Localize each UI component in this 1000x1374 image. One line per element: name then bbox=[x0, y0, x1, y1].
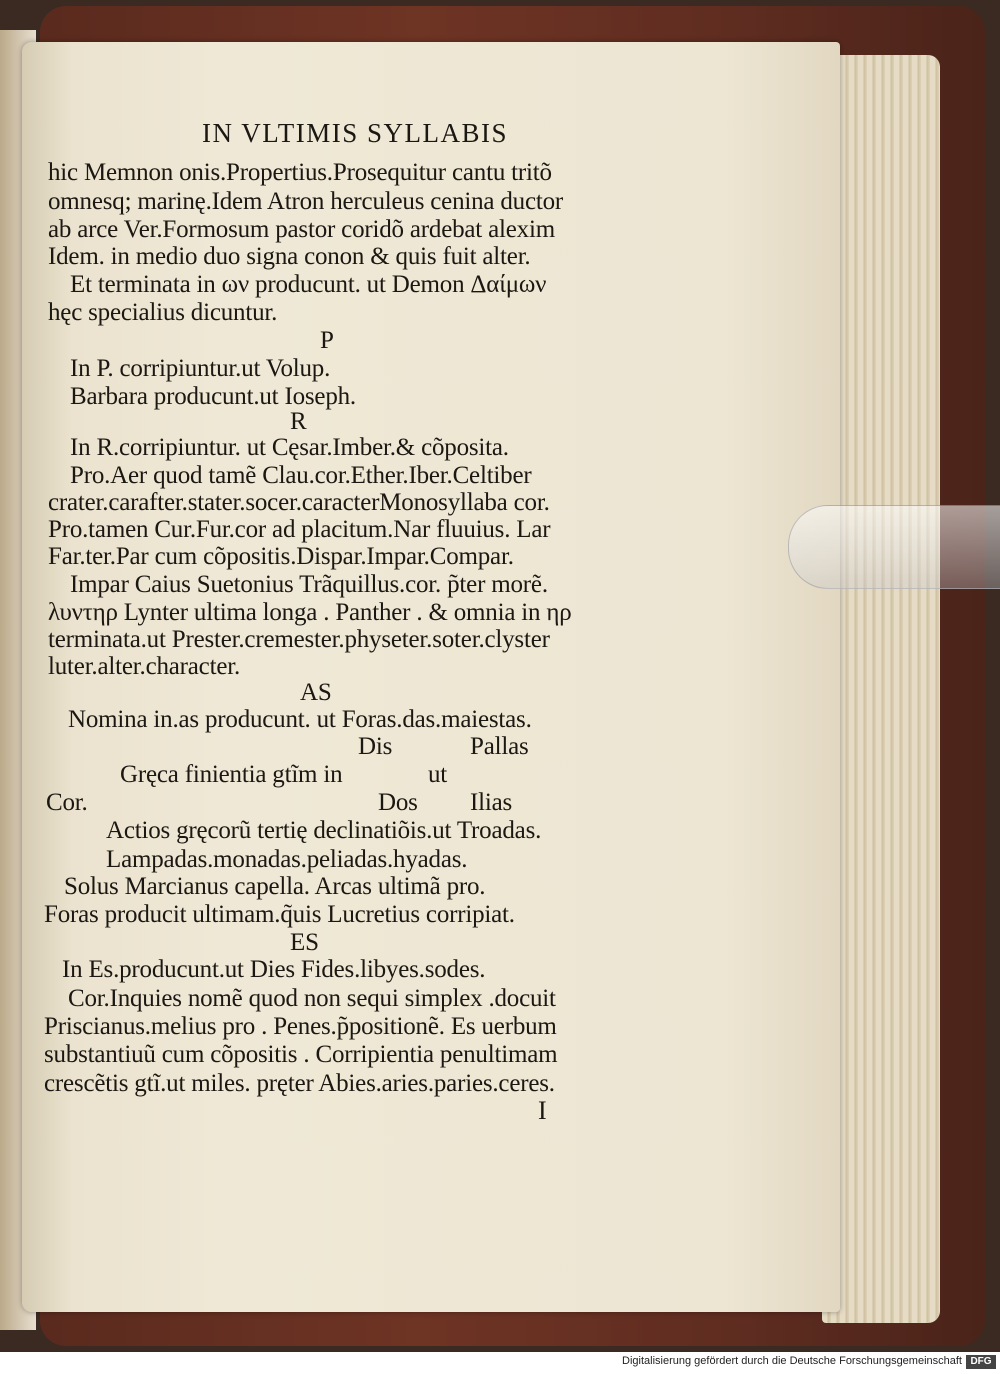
text-line: Barbara producunt.ut Ioseph. bbox=[70, 383, 356, 410]
text-line: Nomina in.as producunt. ut Foras.das.maiestas. bbox=[68, 706, 532, 733]
text-line: In R.corripiuntur. ut Cęsar.Imber.& cõposita. bbox=[70, 434, 509, 461]
text-line: hęc specialius dicuntur. bbox=[48, 299, 278, 326]
text-line: Pallas bbox=[470, 733, 529, 760]
text-line: λυντηρ Lynter ultima longa . Panther . & omnia in ηρ bbox=[48, 599, 572, 626]
running-head: IN VLTIMIS SYLLABIS bbox=[202, 118, 509, 148]
section-heading: P bbox=[320, 327, 334, 354]
text-line: In Es.producunt.ut Dies Fides.libyes.sodes. bbox=[62, 956, 486, 983]
text-line: luter.alter.character. bbox=[48, 653, 241, 680]
text-line: Dos bbox=[378, 789, 418, 816]
text-line: Lampadas.monadas.peliadas.hyadas. bbox=[106, 846, 468, 873]
section-heading: R bbox=[290, 408, 307, 435]
text-line: terminata.ut Prester.cremester.physeter.soter.clyster bbox=[48, 626, 550, 653]
text-line: crescẽtis gtĩ.ut miles. pręter Abies.aries.paries.ceres. bbox=[44, 1070, 555, 1097]
text-line: Foras producit ultimam.q̃uis Lucretius corripiat. bbox=[44, 901, 515, 928]
text-line: Gręca finientia gtĩm in bbox=[120, 761, 343, 788]
text-line: Actios gręcorũ tertię declinatiõis.ut Troadas. bbox=[106, 817, 542, 844]
catchword: I bbox=[538, 1096, 547, 1125]
text-line: crater.carafter.stater.socer.caracterMonosyllaba cor. bbox=[48, 489, 550, 516]
section-heading: ES bbox=[290, 929, 319, 956]
section-heading: AS bbox=[300, 679, 332, 706]
text-line: Cor. bbox=[46, 789, 88, 816]
funding-text: Digitalisierung gefördert durch die Deutsche Forschungsgemeinschaft bbox=[622, 1355, 962, 1367]
text-line: Pro.Aer quod tamẽ Clau.cor.Ether.Iber.Celtiber bbox=[70, 462, 532, 489]
text-line: Idem. in medio duo signa conon & quis fuit alter. bbox=[48, 243, 531, 270]
dfg-logo: DFG bbox=[966, 1355, 996, 1369]
text-line: Far.ter.Par cum cõpositis.Dispar.Impar.Compar. bbox=[48, 543, 514, 570]
text-line: ut bbox=[428, 761, 448, 788]
text-line: In P. corripiuntur.ut Volup. bbox=[70, 355, 331, 382]
text-line: Dis bbox=[358, 733, 393, 760]
text-line: substantiuũ cum cõpositis . Corripientia penultimam bbox=[44, 1041, 558, 1068]
text-line: hic Memnon onis.Propertius.Prosequitur cantu tritõ bbox=[48, 159, 552, 186]
text-line: Priscianus.melius pro . Penes.p̃positionẽ. Es uerbum bbox=[44, 1013, 557, 1040]
text-line: Et terminata in ων producunt. ut Demon Δαίμων bbox=[70, 271, 547, 298]
text-line: Pro.tamen Cur.Fur.cor ad placitum.Nar fluuius. Lar bbox=[48, 516, 551, 543]
text-line: omnesq; marinę.Idem Atron herculeus cenina ductor bbox=[48, 188, 564, 215]
text-line: Impar Caius Suetonius Trãquillus.cor. p̃ter morẽ. bbox=[70, 571, 548, 598]
page-clip bbox=[788, 505, 1000, 589]
text-line: Ilias bbox=[470, 789, 513, 816]
text-line: ab arce Ver.Formosum pastor coridõ ardebat alexim bbox=[48, 216, 555, 243]
footer-bar bbox=[0, 1352, 1000, 1374]
book-page bbox=[22, 42, 840, 1312]
text-line: Solus Marcianus capella. Arcas ultimã pro. bbox=[64, 873, 486, 900]
text-line: Cor.Inquies nomẽ quod non sequi simplex .docuit bbox=[68, 985, 556, 1012]
